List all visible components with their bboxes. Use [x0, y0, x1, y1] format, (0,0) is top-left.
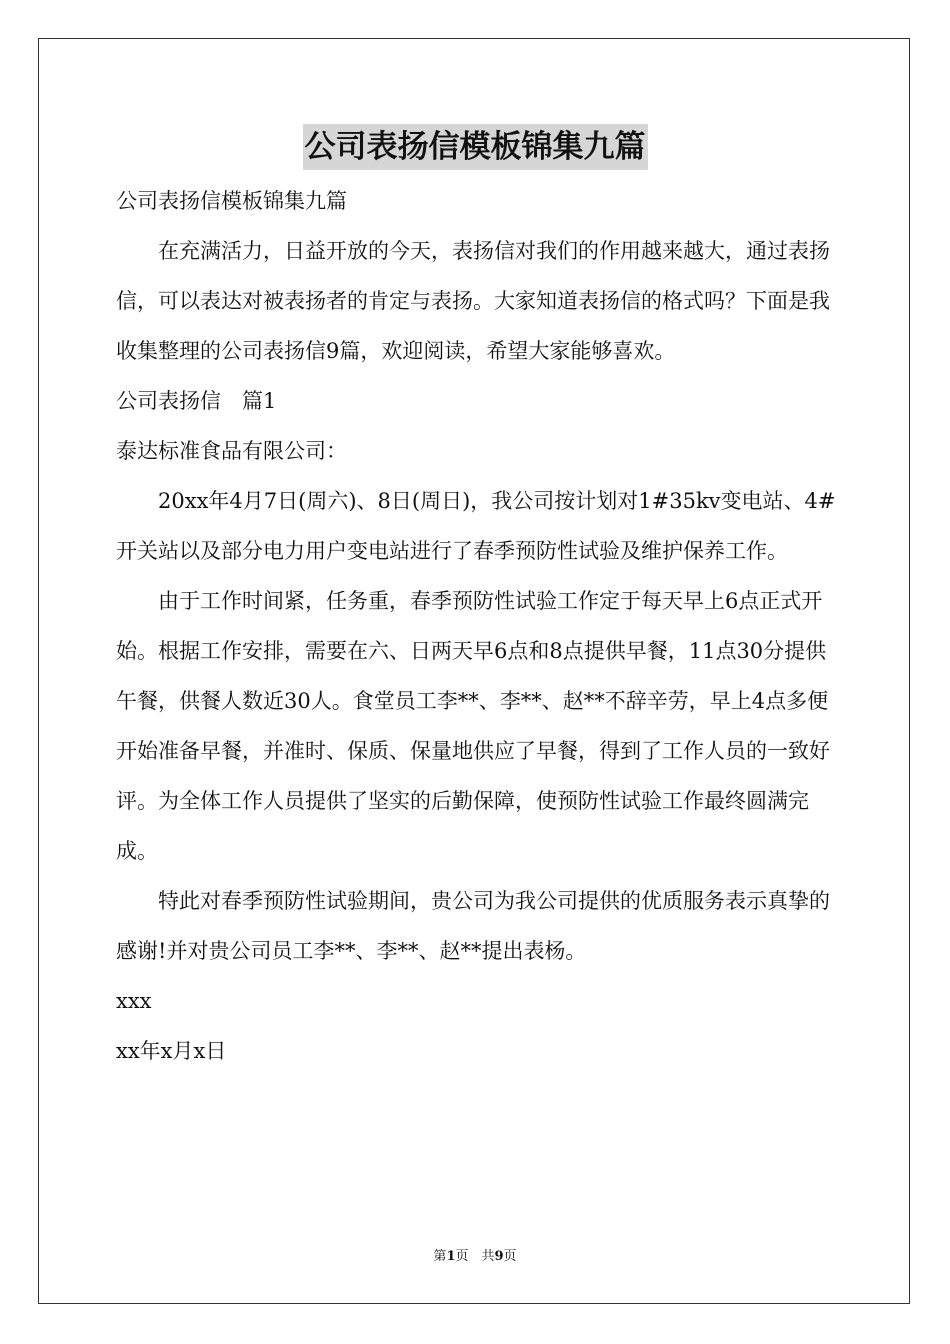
body-paragraph: 由于工作时间紧，任务重，春季预防性试验工作定于每天早上6点正式开始。根据工作安排，需要在六、日两天早6点和8点提供早餐，11点30分提供午餐，供餐人数近30人。食堂员工李**、李**、赵**不辞辛劳，早上4点多便开始准备早餐，并准时、保质、保量地供应了早餐，得到了工作人员的一致好评。为全体工作人员提供了坚实的后勤保障，使预防性试验工作最终圆满完成。	[116, 589, 830, 863]
signature: xxx	[116, 989, 152, 1013]
document-subtitle: 公司表扬信模板锦集九篇	[116, 189, 347, 213]
signature-date: xx年x月x日	[116, 1039, 227, 1063]
body-paragraph: 特此对春季预防性试验期间，贵公司为我公司提供的优质服务表示真挚的感谢!并对贵公司员工李**、李**、赵**提出表杨。	[116, 889, 830, 963]
footer-prefix: 第	[433, 1249, 447, 1264]
document-title: 公司表扬信模板锦集九篇	[303, 124, 648, 170]
title-area	[0, 124, 950, 170]
footer-suffix: 页	[503, 1249, 517, 1264]
body-paragraph: 20xx年4月7日(周六)、8日(周日)，我公司按计划对1#35kv变电站、4#开关站以及部分电力用户变电站进行了春季预防性试验及维护保养工作。	[116, 489, 836, 563]
section-heading: 公司表扬信 篇1	[116, 389, 277, 413]
total-pages-number: 9	[494, 1249, 504, 1264]
salutation: 泰达标准食品有限公司：	[116, 439, 347, 463]
page-footer	[0, 1248, 950, 1266]
document-body	[116, 176, 836, 1076]
footer-middle: 页 共	[455, 1249, 495, 1264]
current-page-number: 1	[446, 1249, 456, 1264]
intro-paragraph: 在充满活力，日益开放的今天，表扬信对我们的作用越来越大，通过表扬信，可以表达对被表扬者的肯定与表扬。大家知道表扬信的格式吗？下面是我收集整理的公司表扬信9篇，欢迎阅读，希望大家能够喜欢。	[116, 239, 830, 363]
